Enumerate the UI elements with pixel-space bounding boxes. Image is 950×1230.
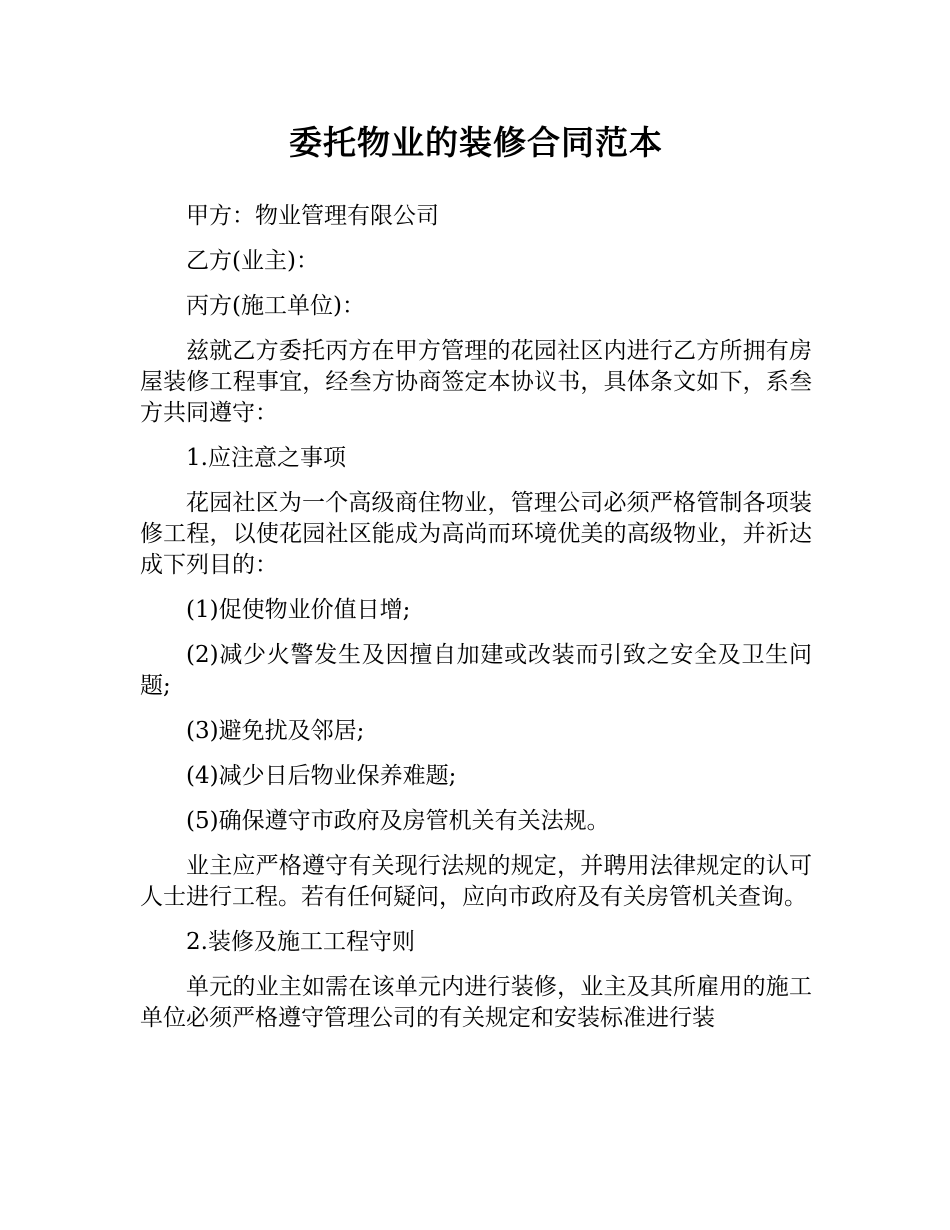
party-a-line: 甲方：物业管理有限公司: [186, 203, 439, 229]
section-2-paragraph: 单元的业主如需在该单元内进行装修，业主及其所雇用的施工单位必须严格遵守管理公司的有关规定和安装标准进行装: [140, 974, 812, 1031]
list-item-4: (4)减少日后物业保养难题;: [186, 763, 457, 789]
document-title: 委托物业的装修合同范本: [289, 123, 663, 162]
section-heading-2: 2.装修及施工工程守则: [186, 929, 415, 955]
document-body: [140, 201, 812, 1034]
owner-obligation-paragraph: 业主应严格遵守有关现行法规的规定，并聘用法律规定的认可人士进行工程。若有任何疑问，应向市政府及有关房管机关查询。: [140, 853, 812, 910]
list-item-2: (2)减少火警发生及因擅自加建或改装而引致之安全及卫生问题;: [140, 642, 812, 699]
list-item-5: (5)确保遵守市政府及房管机关有关法规。: [186, 808, 610, 834]
preamble-paragraph: 兹就乙方委托丙方在甲方管理的花园社区内进行乙方所拥有房屋装修工程事宜，经叁方协商签定本协议书，具体条文如下，系叁方共同遵守：: [140, 338, 812, 426]
document-page: [140, 0, 812, 1048]
section-heading-1: 1.应注意之事项: [186, 445, 346, 471]
party-c-line: 丙方(施工单位)：: [186, 293, 365, 319]
party-b-line: 乙方(业主)：: [186, 248, 319, 274]
list-item-3: (3)避免扰及邻居;: [186, 718, 365, 744]
section-1-intro: 花园社区为一个高级商住物业，管理公司必须严格管制各项装修工程，以使花园社区能成为高尚而环境优美的高级物业，并祈达成下列目的：: [140, 490, 812, 578]
list-item-1: (1)促使物业价值日增;: [186, 597, 411, 623]
